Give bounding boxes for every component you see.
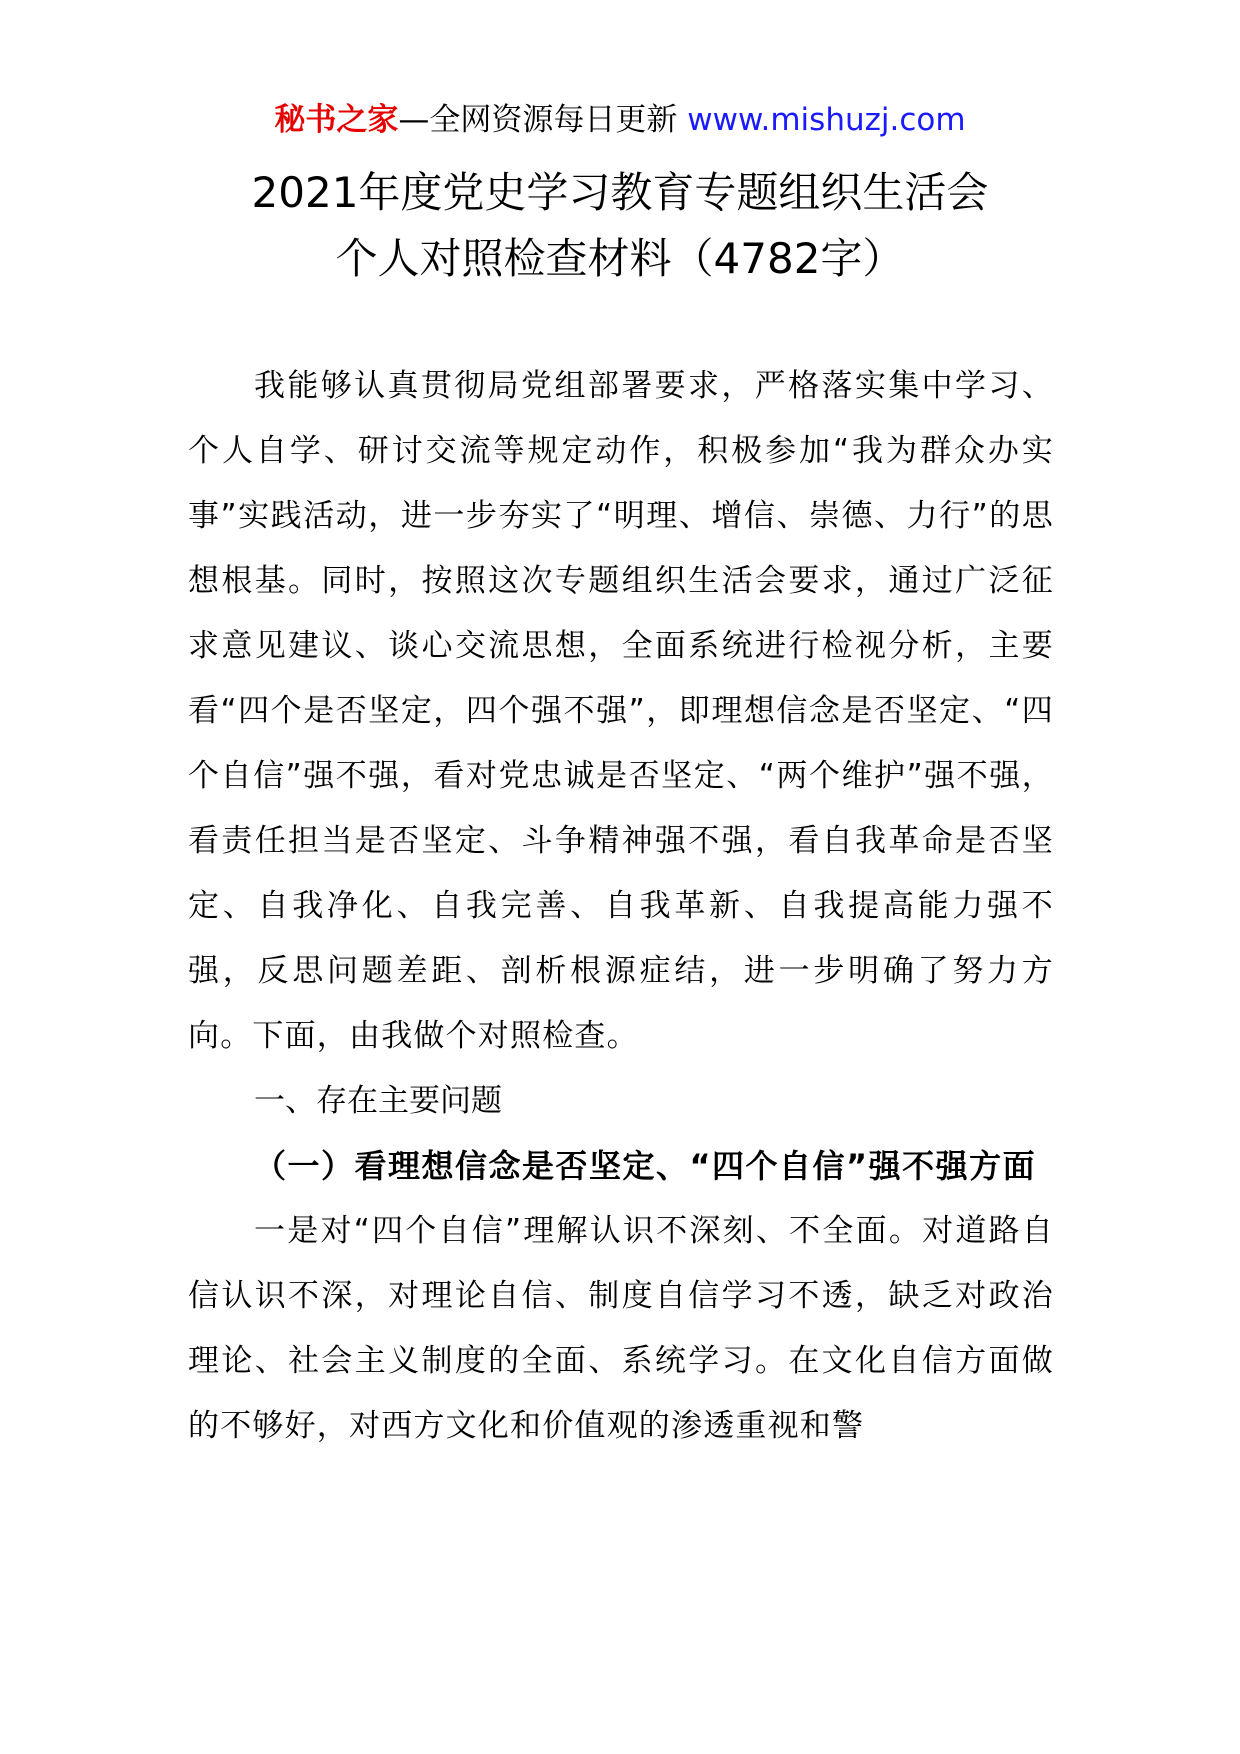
brand-name: 秘书之家 [274, 102, 399, 138]
section-heading: 一、存在主要问题 [254, 1083, 502, 1119]
intro-paragraph: 我能够认真贯彻局党组部署要求，严格落实集中学习、个人自学、研讨交流等规定动作，积极参加“我为群众办实事”实践活动，进一步夯实了“明理、增信、崇德、力行”的思想根基。同时，按照这次专题组织生活会要求，通过广泛征求意见建议、谈心交流思想，全面系统进行检视分析，主要看“四个是否坚定，四个强不强”，即理想信念是否坚定、“四个自信”强不强，看对党忠诚是否坚定、“两个维护”强不强，看责任担当是否坚定、斗争精神强不强，看自我革命是否坚定、自我净化、自我完善、自我革新、自我提高能力强不强，反思问题差距、剖析根源症结，进一步明确了努力方向。下面，由我做个对照检查。 [188, 368, 1054, 1054]
subsection-heading: （一）看理想信念是否坚定、“四个自信”强不强方面 [254, 1147, 1037, 1185]
banner-tagline: —全网资源每日更新 [398, 102, 678, 138]
document-title-line-1: 2021年度党史学习教育专题组织生活会 [251, 168, 989, 217]
site-banner [0, 98, 1240, 142]
document-body [188, 354, 1054, 1459]
site-url-link[interactable]: www.mishuzj.com [687, 102, 966, 138]
body-paragraph: 一是对“四个自信”理解认识不深刻、不全面。对道路自信认识不深，对理论自信、制度自信学习不透，缺乏对政治理论、社会主义制度的全面、系统学习。在文化自信方面做的不够好，对西方文化和价值观的渗透重视和警 [188, 1213, 1054, 1444]
document-title-line-2: 个人对照检查材料（4782字） [335, 234, 905, 283]
